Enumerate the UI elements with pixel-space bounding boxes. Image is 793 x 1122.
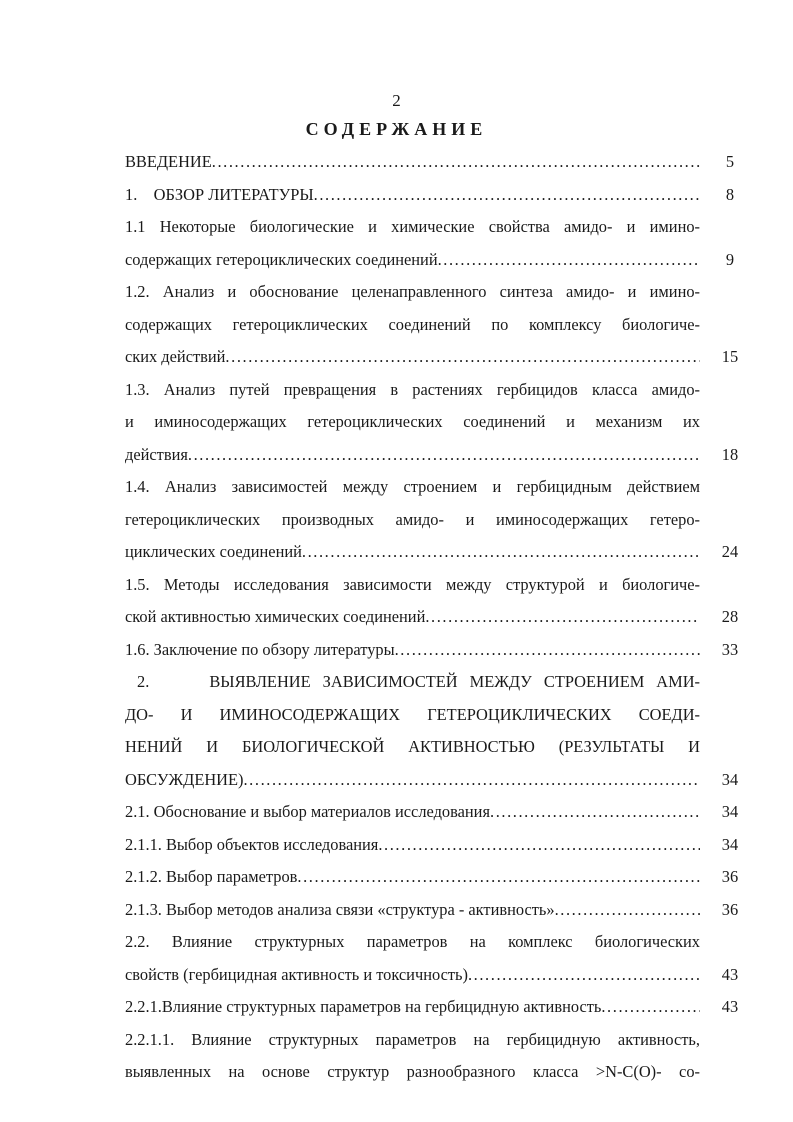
toc-entry-text: 2.2.1.Влияние структурных параметров на гербицидную активность (125, 997, 602, 1016)
toc-entry-text: ОБСУЖДЕНИЕ) (125, 770, 244, 789)
dot-leader (302, 541, 700, 563)
toc-entry-line: выявленных на основе структур разнообразного класса >N-C(O)- со- (125, 1062, 700, 1081)
toc-entry-text: ских действий (125, 347, 226, 366)
toc-page-number: 28 (721, 607, 739, 626)
toc-entry-text: 1.6. Заключение по обзору литературы (125, 640, 395, 659)
toc-page-number: 34 (721, 770, 739, 789)
toc-entry-text: 1. ОБЗОР ЛИТЕРАТУРЫ (125, 185, 314, 204)
toc-page-number: 43 (721, 965, 739, 984)
toc-entry-line (125, 606, 700, 628)
dot-leader (378, 834, 700, 856)
toc-entry-line (125, 834, 700, 856)
dot-leader (438, 249, 700, 271)
toc-entry-text: содержащих гетероциклических соединений (125, 250, 438, 269)
toc-entry-line: ДО- И ИМИНОСОДЕРЖАЩИХ ГЕТЕРОЦИКЛИЧЕСКИХ СОЕДИ- (125, 705, 700, 724)
toc-page-number: 34 (721, 835, 739, 854)
dot-leader (395, 639, 700, 661)
toc-entry-text: 2.1.2. Выбор параметров (125, 867, 298, 886)
toc-entry-line (125, 769, 700, 791)
toc-page-number: 18 (721, 445, 739, 464)
toc-page-number: 15 (721, 347, 739, 366)
toc-entry-text: ской активностью химических соединений (125, 607, 426, 626)
toc-page-number: 5 (725, 152, 735, 171)
toc-entry-line: 2.2.1.1. Влияние структурных параметров на гербицидную активность, (125, 1030, 700, 1049)
dot-leader (468, 964, 700, 986)
dot-leader (601, 996, 700, 1018)
dot-leader (555, 899, 700, 921)
toc-entry-line: гетероциклических производных амидо- и иминосодержащих гетеро- (125, 510, 700, 529)
dot-leader (297, 866, 700, 888)
toc-entry-line: 1.1 Некоторые биологические и химические свойства амидо- и имино- (125, 217, 700, 236)
dot-leader (212, 151, 700, 173)
toc-entry-line (125, 541, 700, 563)
dot-leader (425, 606, 700, 628)
toc-entry-text: ВВЕДЕНИЕ (125, 152, 212, 171)
toc-entry-line (125, 866, 700, 888)
toc-entry-line (125, 899, 700, 921)
page-number: 2 (392, 91, 401, 110)
toc-page-number: 36 (721, 867, 739, 886)
dot-leader (490, 801, 700, 823)
toc-entry-text: действия (125, 445, 188, 464)
toc-page-number: 9 (725, 250, 735, 269)
toc-entry-line: 2. ВЫЯВЛЕНИЕ ЗАВИСИМОСТЕЙ МЕЖДУ СТРОЕНИЕМ АМИ- (125, 672, 700, 691)
dot-leader (188, 444, 700, 466)
toc-page-number: 34 (721, 802, 739, 821)
toc-page-number: 8 (725, 185, 735, 204)
toc-page-number: 36 (721, 900, 739, 919)
page-title: СОДЕРЖАНИЕ (305, 119, 488, 139)
toc-entry-line: 1.4. Анализ зависимостей между строением и гербицидным действием (125, 477, 700, 496)
toc-entry-text: 2.1.3. Выбор методов анализа связи «структура - активность» (125, 900, 555, 919)
toc-entry-line (125, 964, 700, 986)
toc-entry-line (125, 801, 700, 823)
toc-entry-line: содержащих гетероциклических соединений по комплексу биологиче- (125, 315, 700, 334)
toc-entry-line (125, 184, 700, 206)
toc-page-number: 24 (721, 542, 739, 561)
toc-entry-line (125, 151, 700, 173)
toc-page-number: 43 (721, 997, 739, 1016)
toc-entry-text: 2.1. Обоснование и выбор материалов исследования (125, 802, 490, 821)
toc-entry-line: 1.5. Методы исследования зависимости между структурой и биологиче- (125, 575, 700, 594)
toc-entry-line: НЕНИЙ И БИОЛОГИЧЕСКОЙ АКТИВНОСТЬЮ (РЕЗУЛЬТАТЫ И (125, 737, 700, 756)
toc-entry-line (125, 249, 700, 271)
toc-page-number: 33 (721, 640, 739, 659)
toc-entry-line: 2.2. Влияние структурных параметров на комплекс биологических (125, 932, 700, 951)
toc-entry-line: 1.3. Анализ путей превращения в растениях гербицидов класса амидо- (125, 380, 700, 399)
toc-entry-line (125, 444, 700, 466)
toc-entry-text: циклических соединений (125, 542, 302, 561)
dot-leader (225, 346, 700, 368)
toc-entry-text: свойств (гербицидная активность и токсичность) (125, 965, 468, 984)
dot-leader (314, 184, 700, 206)
dot-leader (243, 769, 700, 791)
toc-entry-line (125, 639, 700, 661)
toc-entry-line: и иминосодержащих гетероциклических соединений и механизм их (125, 412, 700, 431)
toc-entry-line (125, 996, 700, 1018)
toc-entry-text: 2.1.1. Выбор объектов исследования (125, 835, 379, 854)
toc-entry-line: 1.2. Анализ и обоснование целенаправленного синтеза амидо- и имино- (125, 282, 700, 301)
toc-entry-line (125, 346, 700, 368)
